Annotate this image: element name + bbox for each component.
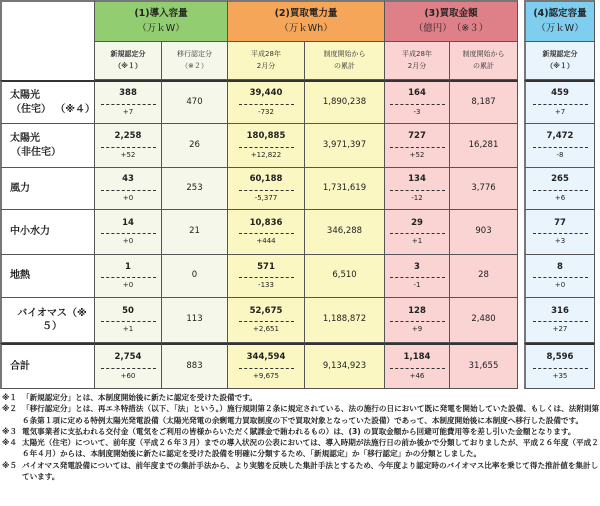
subheader-5 <box>385 42 450 80</box>
divider <box>101 368 156 369</box>
table-row-2-c3 <box>228 124 305 168</box>
subheader-4 <box>305 42 385 80</box>
value: 3,971,397 <box>322 139 367 150</box>
delta: +27 <box>552 325 568 334</box>
table-row-5-c7 <box>524 255 595 298</box>
subheader-line1: 新規認定分 <box>542 49 578 58</box>
value: 39,440 <box>249 88 283 99</box>
row-label-line1: 合計 <box>10 360 30 372</box>
delta: -12 <box>411 193 423 202</box>
group-header-4 <box>524 0 595 42</box>
value: 31,655 <box>468 360 499 371</box>
group-title: (2)買取電力量 <box>274 8 338 20</box>
divider <box>239 277 294 278</box>
delta: +0 <box>554 281 566 290</box>
table-row-5-c5 <box>385 255 450 298</box>
table-row-4-c1 <box>95 210 162 255</box>
delta: +0 <box>122 281 134 290</box>
table-row-1-c2 <box>162 80 228 124</box>
table-row-5-c6 <box>450 255 518 298</box>
value: 1,731,619 <box>322 182 367 193</box>
divider <box>239 104 294 105</box>
table-row-4-c7 <box>524 210 595 255</box>
value: 43 <box>122 174 134 185</box>
subheader-2 <box>162 42 228 80</box>
value: 128 <box>408 305 426 316</box>
value: 21 <box>189 226 200 237</box>
footnote-3: ※３ 電気事業者に支払われる交付金（電気をご利用の皆様からいただく賦課金で賄われるもの）は、(3) の買取金額から回避可能費用等を差し引いた金額となります。 <box>2 426 576 436</box>
subheader-line1: 移行認定分 <box>177 49 212 58</box>
delta: -1 <box>413 281 421 290</box>
table-row-4-c6 <box>450 210 518 255</box>
divider <box>239 233 294 234</box>
value: 29 <box>411 217 423 228</box>
table-row-total-label <box>0 343 95 389</box>
table-row-6-c4 <box>305 298 385 343</box>
delta: +12,822 <box>250 150 282 159</box>
value: 2,258 <box>114 131 142 142</box>
table-row-1-label <box>0 80 95 124</box>
group-unit: （億円） （※３） <box>413 22 489 34</box>
subheader-line2: （※２） <box>181 61 208 70</box>
value: 9,134,923 <box>322 360 367 371</box>
delta: -3 <box>413 107 421 116</box>
table-row-total-c4 <box>305 343 385 389</box>
group-header-2 <box>228 0 385 42</box>
subheader-line1: 制度開始から <box>462 49 505 58</box>
table-row-6-c1 <box>95 298 162 343</box>
value: 316 <box>551 305 569 316</box>
divider <box>239 368 294 369</box>
subheader-line1: 平成28年 <box>402 49 432 58</box>
footnote-2: ※２ 「移行認定分」とは、再エネ特措法（以下、「法」という。）施行規則第２条に規定されている、法の施行の日において既に発電を開始していた設備、もしくは、法附則第６条第１項に定める特例太陽光発電設備（太陽光発電の余剰電力買取制度の下で買取対象となっていた設備）であって、本制度開始後に本制度へ移行した設備です。 <box>2 404 600 425</box>
table-row-5-c1 <box>95 255 162 298</box>
table-row-5-c2 <box>162 255 228 298</box>
table-row-2-c4 <box>305 124 385 168</box>
value: 2,754 <box>114 352 142 363</box>
table-row-5-c4 <box>305 255 385 298</box>
group-unit: （万ｋW） <box>536 22 584 34</box>
delta: +7 <box>554 107 566 116</box>
divider <box>533 190 588 191</box>
subheader-line1: 平成28年 <box>251 49 281 58</box>
table-row-1-c4 <box>305 80 385 124</box>
table-row-3-c5 <box>385 168 450 210</box>
table-row-3-c3 <box>228 168 305 210</box>
value: 164 <box>408 88 426 99</box>
table-corner <box>0 0 95 80</box>
value: 0 <box>191 270 198 281</box>
table-row-total-c2 <box>162 343 228 389</box>
table-row-total-c5 <box>385 343 450 389</box>
table-row-total-c3 <box>228 343 305 389</box>
subheader-line2: （※１） <box>546 61 574 70</box>
value: 571 <box>257 261 275 272</box>
row-sublabel: （住宅） <box>11 103 51 115</box>
divider <box>390 321 445 322</box>
delta: +1 <box>411 237 423 246</box>
table-row-3-c2 <box>162 168 228 210</box>
value: 2,480 <box>471 314 496 325</box>
value: 8,187 <box>471 96 496 107</box>
divider <box>101 233 156 234</box>
value: 14 <box>122 217 134 228</box>
value: 7,472 <box>546 131 574 142</box>
table-row-6-c2 <box>162 298 228 343</box>
divider <box>533 233 588 234</box>
group-title: (4)認定容量 <box>533 8 587 20</box>
divider <box>239 147 294 148</box>
divider <box>390 147 445 148</box>
divider <box>533 277 588 278</box>
table-row-6-c7 <box>524 298 595 343</box>
footnote-5: ※５ バイオマス発電設備については、前年度までの集計手法から、より実態を反映した集計手法とするため、今年度より認定時のバイオマス比率を乗じて得た推計値を集計しています。 <box>2 460 599 482</box>
value: 903 <box>475 226 492 237</box>
column-gap <box>518 0 524 390</box>
delta: -133 <box>258 281 274 290</box>
value: 50 <box>122 305 134 316</box>
table-row-6-c5 <box>385 298 450 343</box>
table-row-1-c1 <box>95 80 162 124</box>
delta: +52 <box>120 150 136 159</box>
divider <box>533 368 588 369</box>
group-title: (1)導入容量 <box>134 8 188 20</box>
table-row-2-c6 <box>450 124 518 168</box>
table-row-2-c7 <box>524 124 595 168</box>
value: 459 <box>551 88 569 99</box>
table-row-4-c3 <box>228 210 305 255</box>
value: 10,836 <box>249 217 283 228</box>
row-label-line1: 太陽光 <box>10 133 40 144</box>
table-row-6-c3 <box>228 298 305 343</box>
table-row-total-c7 <box>524 343 595 389</box>
table-row-4-c2 <box>162 210 228 255</box>
value: 134 <box>408 174 426 185</box>
divider <box>101 321 156 322</box>
table-row-3-c1 <box>95 168 162 210</box>
table-row-1-c3 <box>228 80 305 124</box>
delta: +9 <box>411 325 423 334</box>
subheader-line2: （※１） <box>114 61 142 70</box>
divider <box>101 147 156 148</box>
value: 1,188,872 <box>322 314 367 325</box>
table-row-1-c6 <box>450 80 518 124</box>
value: 346,288 <box>326 226 363 237</box>
group-title: (3)買取金額 <box>424 8 478 20</box>
divider <box>101 104 156 105</box>
value: 1,890,238 <box>322 96 367 107</box>
delta: +52 <box>409 150 425 159</box>
divider <box>533 104 588 105</box>
table-row-2-c5 <box>385 124 450 168</box>
subheader-3 <box>228 42 305 80</box>
value: 3,776 <box>471 182 496 193</box>
group-unit: （万ｋWh） <box>279 22 333 34</box>
value: 8 <box>557 261 563 272</box>
row-label-line1: 風力 <box>10 182 30 194</box>
table-row-2-label <box>0 124 95 168</box>
delta: +35 <box>552 371 568 380</box>
footnote-1: ※１ 「新規認定分」とは、本制度開始後に新たに認定を受けた設備です。 <box>2 393 257 402</box>
delta: +9,675 <box>253 371 279 380</box>
divider <box>101 190 156 191</box>
row-label-line1: バイオマス（※５） <box>17 307 87 332</box>
value: 77 <box>554 217 566 228</box>
delta: +0 <box>122 193 134 202</box>
table-row-3-c4 <box>305 168 385 210</box>
table-row-5-label <box>0 255 95 298</box>
divider <box>390 277 445 278</box>
table-row-2-c1 <box>95 124 162 168</box>
value: 16,281 <box>468 139 499 150</box>
subheader-line2: の累計 <box>334 61 355 70</box>
delta: +2,651 <box>253 325 279 334</box>
value: 52,675 <box>249 305 283 316</box>
value: 60,188 <box>249 174 283 185</box>
value: 8,596 <box>546 352 574 363</box>
table-row-4-c4 <box>305 210 385 255</box>
row-label-line1: 地熱 <box>10 270 30 282</box>
value: 265 <box>551 174 569 185</box>
row-sublabel: （非住宅） <box>11 146 61 158</box>
row-label-line2 <box>10 103 95 117</box>
value: 388 <box>119 88 137 99</box>
delta: +7 <box>122 107 134 116</box>
table-row-4-c5 <box>385 210 450 255</box>
table-row-3-label <box>0 168 95 210</box>
divider <box>533 147 588 148</box>
table-row-total-c6 <box>450 343 518 389</box>
value: 180,885 <box>246 131 286 142</box>
group-header-1 <box>95 0 228 42</box>
subheader-1 <box>95 42 162 80</box>
value: 470 <box>186 96 203 107</box>
divider <box>533 321 588 322</box>
delta: +0 <box>122 237 134 246</box>
table-row-6-label <box>0 298 95 343</box>
divider <box>101 277 156 278</box>
row-label-line1: 太陽光 <box>10 90 40 101</box>
value: 253 <box>186 182 203 193</box>
footnotes <box>2 392 600 482</box>
table-row-1-c5 <box>385 80 450 124</box>
divider <box>390 190 445 191</box>
delta: +60 <box>120 371 136 380</box>
value: 883 <box>186 360 203 371</box>
subheader-line2: の累計 <box>473 61 494 70</box>
delta: +444 <box>256 237 276 246</box>
row-label-line1: 中小水力 <box>10 226 50 238</box>
value: 28 <box>478 270 489 281</box>
delta: -732 <box>258 107 274 116</box>
delta: -5,377 <box>254 193 278 202</box>
table-row-3-c7 <box>524 168 595 210</box>
delta: +3 <box>554 237 566 246</box>
value: 344,594 <box>246 352 286 363</box>
subheader-line1: 制度開始から <box>323 49 366 58</box>
row-note: （※４） <box>55 103 95 115</box>
table-row-6-c6 <box>450 298 518 343</box>
value: 6,510 <box>332 270 357 281</box>
subheader-line1: 新規認定分 <box>110 49 146 58</box>
divider <box>390 368 445 369</box>
divider <box>239 190 294 191</box>
table-row-3-c6 <box>450 168 518 210</box>
subheader-line2: 2月分 <box>407 61 427 70</box>
table-row-2-c2 <box>162 124 228 168</box>
table-row-5-c3 <box>228 255 305 298</box>
table-row-total-c1 <box>95 343 162 389</box>
table-row-1-c7 <box>524 80 595 124</box>
value: 26 <box>189 139 200 150</box>
value: 1 <box>125 261 131 272</box>
value: 113 <box>186 314 203 325</box>
delta: +1 <box>122 325 134 334</box>
delta: +6 <box>554 193 566 202</box>
value: 727 <box>408 131 426 142</box>
divider <box>239 321 294 322</box>
divider <box>390 233 445 234</box>
divider <box>390 104 445 105</box>
value: 1,184 <box>403 352 431 363</box>
subheader-7 <box>524 42 595 80</box>
delta: -8 <box>556 150 564 159</box>
footnote-4: ※４ 太陽光（住宅）について、前年度（平成２６年３月）までの導入状況の公表においては、導入時期が法施行日の前か後かで分類しておりましたが、平成２６年度（平成２６年４月）からは、本制度開始後に新たに認定を受けた設備を明確に分類するため、「新規認定」か「移行認定」かの分類としました。 <box>2 438 599 459</box>
delta: +46 <box>409 371 425 380</box>
subheader-line2: 2月分 <box>256 61 276 70</box>
group-header-3 <box>385 0 518 42</box>
group-unit: （万ｋW） <box>137 22 185 34</box>
table-row-4-label <box>0 210 95 255</box>
value: 3 <box>414 261 420 272</box>
row-label-line2 <box>10 146 95 160</box>
subheader-6 <box>450 42 518 80</box>
